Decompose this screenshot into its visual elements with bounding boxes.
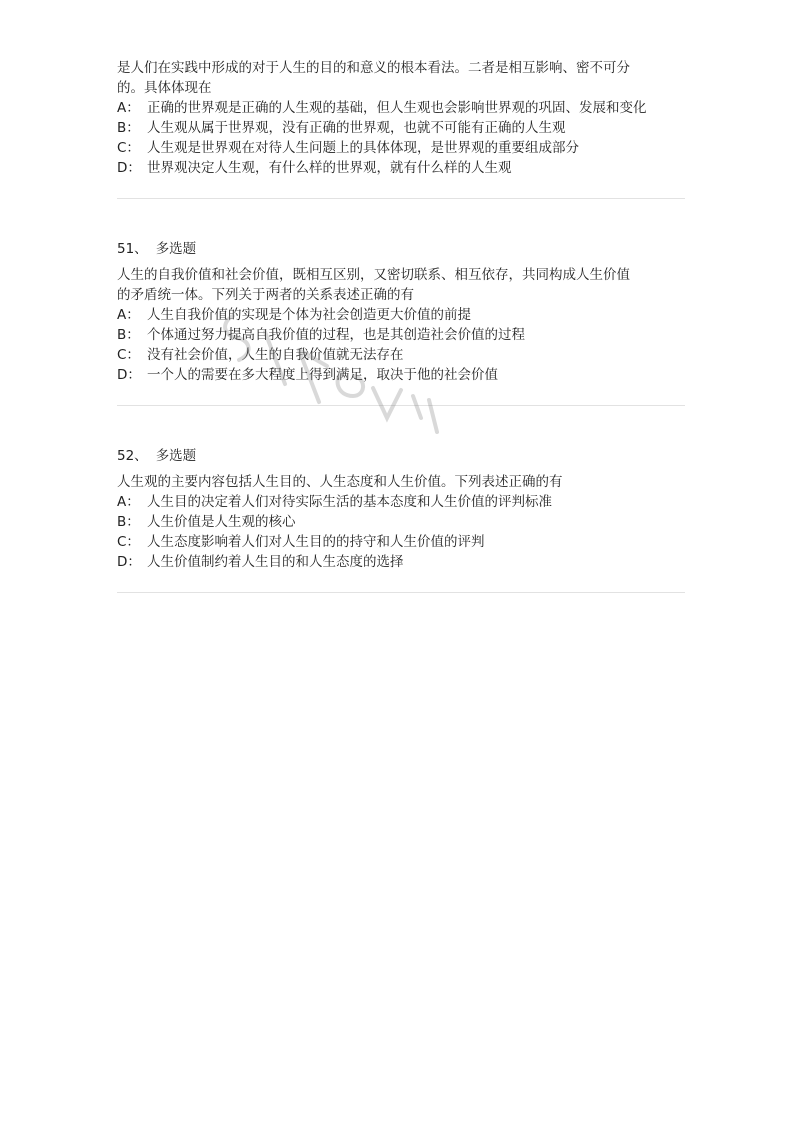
option-text: 人生价值是人生观的核心 [147,514,296,530]
option-b [117,325,685,345]
option-text: 人生观从属于世界观，没有正确的世界观，也就不可能有正确的人生观 [147,120,566,136]
question-header [117,446,685,466]
option-c [117,532,685,552]
question-stem-line: 人生观的主要内容包括人生目的、人生态度和人生价值。下列表述正确的有 [117,474,563,490]
question-header [117,239,685,259]
option-text: 人生观是世界观在对待人生问题上的具体体现，是世界观的重要组成部分 [147,140,579,156]
question-52 [117,446,685,593]
question-stem-line: 的。具体体现在 [117,80,212,96]
option-d [117,552,685,572]
divider [117,405,685,406]
question-50-continuation [117,58,685,199]
document-page [117,58,685,593]
option-letter: C： [117,534,140,550]
option-text: 一个人的需要在多大程度上得到满足，取决于他的社会价值 [147,367,498,383]
question-number: 52、 [117,448,148,464]
option-letter: C： [117,347,140,363]
question-type: 多选题 [155,241,197,257]
question-stem-line: 的矛盾统一体。下列关于两者的关系表述正确的有 [117,287,414,303]
option-text: 没有社会价值，人生的自我价值就无法存在 [147,347,404,363]
option-c [117,138,685,158]
option-letter: B： [117,514,140,530]
question-stem-line: 是人们在实践中形成的对于人生的目的和意义的根本看法。二者是相互影响、密不可分 [117,60,630,76]
option-letter: A： [117,100,140,116]
option-letter: D： [117,554,141,570]
option-a [117,98,685,118]
option-text: 人生价值制约着人生目的和人生态度的选择 [147,554,404,570]
option-d [117,158,685,178]
divider [117,592,685,593]
option-text: 个体通过努力提高自我价值的过程，也是其创造社会价值的过程 [147,327,525,343]
option-b [117,118,685,138]
option-letter: A： [117,307,140,323]
option-letter: A： [117,494,140,510]
option-d [117,365,685,385]
option-text: 人生态度影响着人们对人生目的的持守和人生价值的评判 [147,534,485,550]
question-type: 多选题 [155,448,197,464]
option-letter: D： [117,367,141,383]
option-text: 世界观决定人生观，有什么样的世界观，就有什么样的人生观 [147,160,512,176]
option-a [117,305,685,325]
option-text: 人生自我价值的实现是个体为社会创造更大价值的前提 [147,307,471,323]
option-c [117,345,685,365]
option-a [117,492,685,512]
option-letter: B： [117,120,140,136]
option-letter: C： [117,140,140,156]
option-b [117,512,685,532]
option-letter: D： [117,160,141,176]
option-letter: B： [117,327,140,343]
question-number: 51、 [117,241,148,257]
question-51 [117,239,685,406]
question-stem-line: 人生的自我价值和社会价值，既相互区别，又密切联系、相互依存，共同构成人生价值 [117,267,630,283]
option-text: 正确的世界观是正确的人生观的基础，但人生观也会影响世界观的巩固、发展和变化 [147,100,647,116]
divider [117,198,685,199]
option-text: 人生目的决定着人们对待实际生活的基本态度和人生价值的评判标准 [147,494,552,510]
